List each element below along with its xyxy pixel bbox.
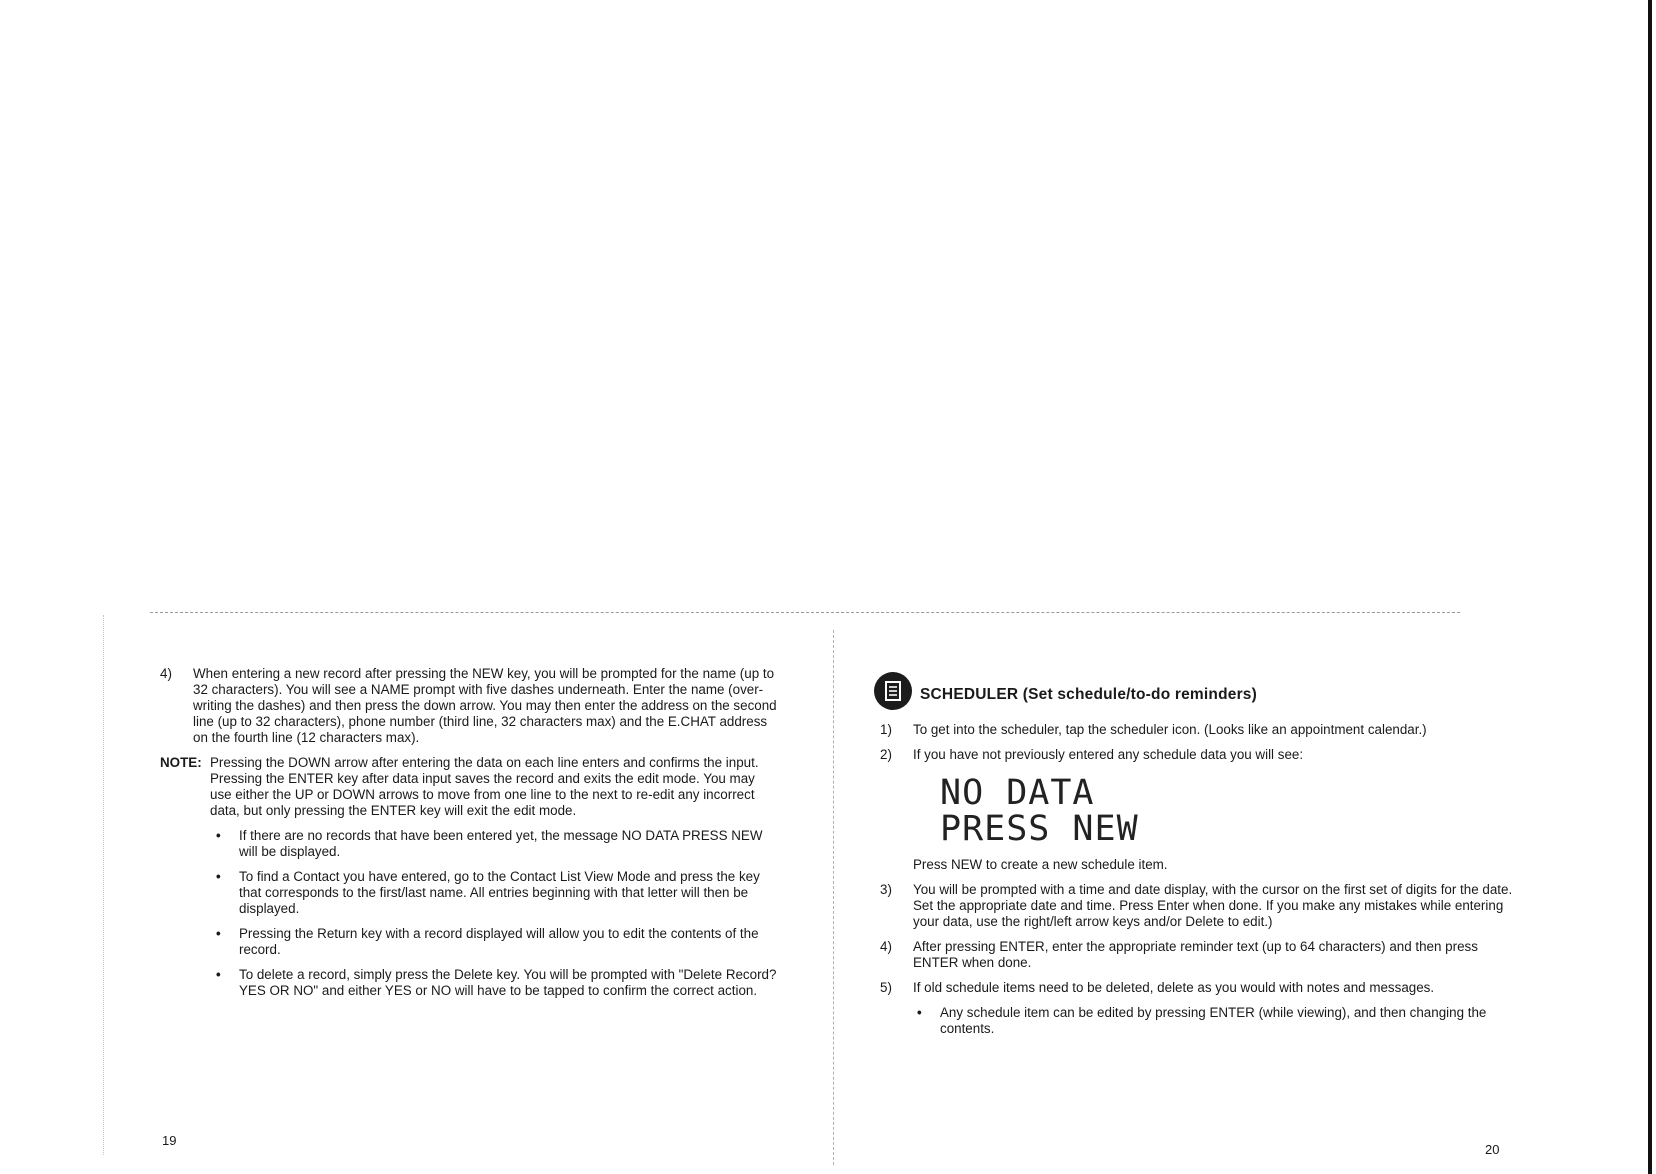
- note-text: Pressing the DOWN arrow after entering the data on each line enters and confirms the input. Pressing the ENTER key after data input saves the record and exits the edit mode. You may use either the UP or DOWN arrows to move from one line to the next to re-edit any incorrect data, but only pressing the ENTER key will exit the edit mode.: [210, 755, 759, 818]
- note-label: NOTE:: [160, 755, 202, 770]
- item-text: After pressing ENTER, enter the appropriate reminder text (up to 64 characters) and then press ENTER when done.: [913, 939, 1478, 970]
- list-item: [880, 722, 1520, 738]
- section-title: SCHEDULER (Set schedule/to-do reminders): [920, 686, 1257, 703]
- bullet-item: [212, 869, 780, 917]
- note-block: [160, 755, 780, 819]
- bullet-list: [913, 1005, 1520, 1037]
- bullet-item: [913, 1005, 1520, 1037]
- item-text: If old schedule items need to be deleted, delete as you would with notes and messages.: [913, 980, 1435, 995]
- bullet-icon: •: [216, 869, 221, 884]
- bullet-text: If there are no records that have been entered yet, the message NO DATA PRESS NEW will be displayed.: [239, 828, 763, 859]
- left-page: [160, 666, 780, 1008]
- list-item: [880, 980, 1520, 996]
- item-number: 1): [880, 722, 892, 737]
- bullet-text: Pressing the Return key with a record displayed will allow you to edit the contents of the record.: [239, 926, 759, 957]
- lcd-display: [940, 775, 1520, 847]
- instruction-text: Press NEW to create a new schedule item.: [913, 857, 1168, 872]
- section-heading: [874, 676, 1520, 714]
- bullet-icon: •: [216, 967, 221, 982]
- bullet-text: To delete a record, simply press the Delete key. You will be prompted with "Delete Record? YES OR NO" and either YES or NO will have to be tapped to confirm the correct action.: [239, 967, 777, 998]
- scheduler-icon: [874, 672, 912, 710]
- item-text: When entering a new record after pressing the NEW key, you will be prompted for the name (up to 32 characters). You will see a NAME prompt with five dashes underneath. Enter the name (over-writing the dashes) and then press the down arrow. You may then enter the address on the second line (up to 32 characters), phone number (third line, 32 characters max) and the E.CHAT address on the fourth line (12 characters max).: [193, 666, 777, 745]
- bullet-list: [212, 828, 780, 999]
- bullet-item: [212, 967, 780, 999]
- right-page: [880, 676, 1520, 1046]
- scan-artifact-line: [150, 612, 1460, 613]
- item-number: 5): [880, 980, 892, 995]
- bullet-text: Any schedule item can be edited by pressing ENTER (while viewing), and then changing the contents.: [940, 1005, 1487, 1036]
- bullet-item: [212, 828, 780, 860]
- item-number: 2): [880, 747, 892, 762]
- lcd-line-1: NO DATA: [940, 773, 1095, 813]
- bullet-icon: •: [216, 828, 221, 843]
- bullet-icon: •: [917, 1005, 922, 1020]
- list-item: [880, 747, 1520, 763]
- scan-margin-artifact: [103, 615, 104, 1155]
- item-text: If you have not previously entered any schedule data you will see:: [913, 747, 1304, 762]
- page-fold-divider: [833, 630, 834, 1165]
- page-number: 19: [162, 1133, 177, 1148]
- list-item: [880, 939, 1520, 971]
- scan-edge-border: [1648, 0, 1652, 1174]
- item-number: 3): [880, 882, 892, 897]
- bullet-text: To find a Contact you have entered, go to the Contact List View Mode and press the key that corresponds to the first/last name. All entries beginning with that letter will then be displayed.: [239, 869, 760, 916]
- list-item: [880, 882, 1520, 930]
- item-number: 4): [160, 666, 172, 681]
- lcd-line-2: PRESS NEW: [940, 809, 1139, 849]
- page-number: 20: [1485, 1142, 1500, 1157]
- item-number: 4): [880, 939, 892, 954]
- list-item: [160, 666, 780, 746]
- bullet-icon: •: [216, 926, 221, 941]
- bullet-item: [212, 926, 780, 958]
- item-text: You will be prompted with a time and date display, with the cursor on the first set of digits for the date. Set the appropriate date and time. Press Enter when done. If you make any mistakes while entering your data, use the right/left arrow keys and/or Delete to edit.): [913, 882, 1513, 929]
- item-text: To get into the scheduler, tap the scheduler icon. (Looks like an appointment calendar.): [913, 722, 1427, 737]
